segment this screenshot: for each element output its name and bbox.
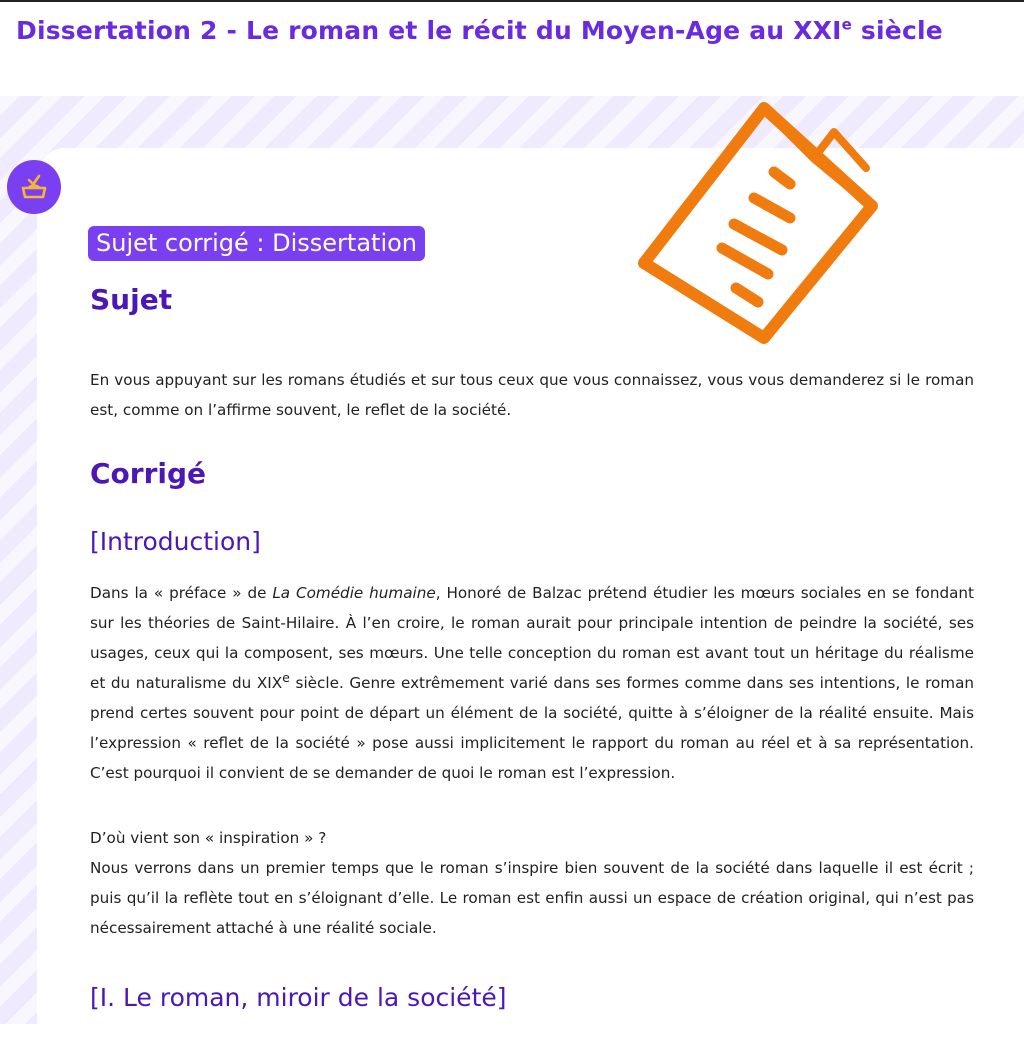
plan-paragraph: Nous verrons dans un premier temps que le roman s’inspire bien souvent de la société dans laquelle il est écrit ; puis qu’il la reflète tout en s’éloignant d’elle. Le roman est enfin aussi un espace de création original, qui n’est pas nécessairement attaché à une réalité sociale.	[90, 859, 974, 937]
sujet-heading: Sujet	[90, 283, 173, 316]
corrige-heading: Corrigé	[90, 457, 207, 490]
part-one-heading: [I. Le roman, miroir de la société]	[90, 983, 507, 1012]
introduction-paragraph: Dans la « préface » de La Comédie humaine, Honoré de Balzac prétend étudier les mœurs sociales en se fondant sur les théories de Saint-Hilaire. À l’en croire, le roman aurait pour principale intention de peindre la société, ses usages, ceux qui la composent, ses mœurs. Une telle conception du roman est avant tout un héritage du réalisme et du naturalisme du XIXe siècle. Genre extrêmement varié dans ses formes comme dans ses intentions, le roman prend certes souvent pour point de départ un élément de la société, quitte à s’éloigner de la réalité ensuite. Mais l’expression « reflet de la société » pose aussi implicitement le rapport du roman au réel et à sa représentation. C’est pourquoi il convient de se demander de quoi le roman est l’expression.	[90, 584, 975, 782]
sujet-corrige-tag: Sujet corrigé : Dissertation	[88, 226, 425, 261]
inkpot-pen-icon	[7, 160, 61, 214]
document-doodle-icon	[636, 98, 886, 348]
page-title: Dissertation 2 - Le roman et le récit du Moyen-Age au XXIe siècle	[16, 15, 943, 45]
introduction-heading: [Introduction]	[90, 527, 261, 556]
problematique-question: D’où vient son « inspiration » ?	[90, 829, 327, 847]
sujet-paragraph: En vous appuyant sur les romans étudiés et sur tous ceux que vous connaissez, vous vous demanderez si le roman est, comme on l’affirme souvent, le reflet de la société.	[90, 371, 974, 419]
top-bar	[0, 0, 1024, 98]
